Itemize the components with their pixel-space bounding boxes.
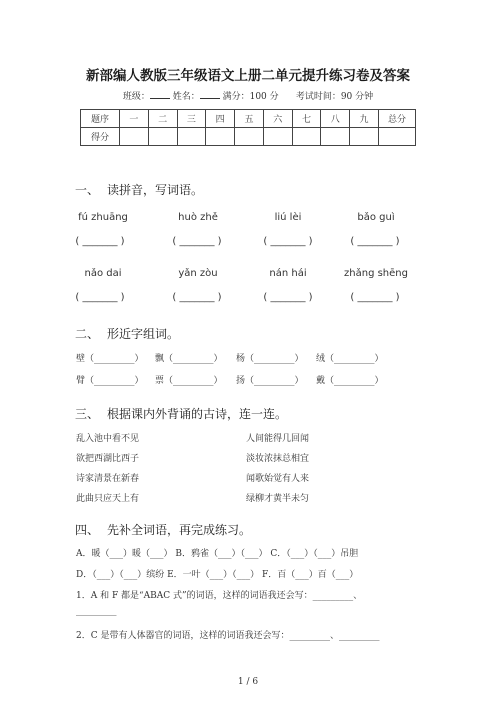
pinyin: nán hái: [269, 268, 307, 279]
page-title: 新部编人教版三年级语文上册二单元提升练习卷及答案: [86, 68, 410, 84]
score-table-score-row: [81, 128, 416, 146]
answer-blank[interactable]: ( _______ ): [350, 292, 400, 303]
table-cell: 三: [177, 110, 206, 128]
table-cell: 总分: [379, 110, 416, 128]
score-cell[interactable]: [379, 128, 416, 146]
section-title: 读拼音，写词语。: [107, 183, 204, 197]
exam-info-line: [0, 89, 496, 102]
answer-blank[interactable]: ( _______ ): [350, 236, 400, 247]
pinyin: liú lèi: [274, 212, 302, 223]
table-cell: 七: [292, 110, 321, 128]
section-3-heading: [75, 405, 287, 422]
score-table-header-row: [81, 110, 416, 128]
exam-time: 考试时间：90 分钟: [295, 92, 374, 102]
question-2[interactable]: 2．C 是带有人体器官的词语，这样的词语我还会写：_________、_________: [76, 631, 380, 641]
section-2-heading: [75, 325, 179, 342]
section-title: 根据课内外背诵的古诗，连一连。: [107, 407, 288, 421]
score-cell[interactable]: [177, 128, 206, 146]
table-cell: 六: [263, 110, 292, 128]
poem-line-left[interactable]: 此曲只应天上有: [76, 494, 140, 504]
score-cell[interactable]: [321, 128, 350, 146]
poem-line-left[interactable]: 乱入池中看不见: [76, 434, 140, 444]
word-item[interactable]: 扬（_________）: [236, 376, 304, 386]
section-number: 四、: [75, 523, 100, 537]
poem-line-right[interactable]: 人间能得几回闻: [246, 434, 310, 444]
word-item[interactable]: 票（_________）: [155, 376, 223, 386]
table-cell: 一: [120, 110, 149, 128]
name-blank: [200, 89, 220, 99]
poem-line-left[interactable]: 欲把西湖比西子: [76, 454, 140, 464]
poem-line-right[interactable]: 绿柳才黄半未匀: [246, 494, 310, 504]
score-cell[interactable]: [292, 128, 321, 146]
word-item[interactable]: 飘（_________）: [155, 354, 223, 364]
section-number: 一、: [75, 183, 100, 197]
question-1-continued[interactable]: _________: [76, 606, 117, 616]
table-cell: 题序: [81, 110, 120, 128]
table-cell: 九: [350, 110, 379, 128]
poem-line-right[interactable]: 闻歌始觉有人来: [246, 474, 310, 484]
section-1-heading: [75, 181, 203, 198]
score-cell[interactable]: [263, 128, 292, 146]
table-cell: 得分: [81, 128, 120, 146]
question-1[interactable]: 1．A 和 F 都是“ABAC 式”的词语，这样的词语我还会写：_________、: [76, 591, 363, 601]
page-number: 1 / 6: [237, 677, 259, 687]
table-cell: 五: [235, 110, 264, 128]
full-score: 满分：100 分: [222, 92, 279, 102]
score-cell[interactable]: [148, 128, 177, 146]
fill-idiom-line[interactable]: D．（___）（___）缤纷 E．一叶（___）（___） F．百（___）百（___）: [76, 570, 359, 580]
answer-blank[interactable]: ( _______ ): [172, 236, 222, 247]
score-cell[interactable]: [120, 128, 149, 146]
word-item[interactable]: 戴（_________）: [316, 376, 384, 386]
answer-blank[interactable]: ( _______ ): [263, 236, 313, 247]
section-title: 形近字组词。: [107, 327, 180, 341]
score-table: [80, 109, 416, 146]
answer-blank[interactable]: ( _______ ): [75, 292, 125, 303]
section-number: 二、: [75, 327, 100, 341]
table-cell: 四: [206, 110, 235, 128]
pinyin: yǎn zòu: [178, 268, 218, 279]
answer-blank[interactable]: ( _______ ): [263, 292, 313, 303]
answer-blank[interactable]: ( _______ ): [75, 236, 125, 247]
pinyin: nǎo dai: [84, 268, 122, 279]
score-cell[interactable]: [235, 128, 264, 146]
poem-line-left[interactable]: 诗家清景在新春: [76, 474, 140, 484]
name-label: 姓名：: [172, 92, 200, 102]
class-label: 班级：: [122, 92, 150, 102]
table-cell: 八: [321, 110, 350, 128]
word-item[interactable]: 臂（_________）: [76, 376, 144, 386]
fill-idiom-line[interactable]: A．暖（___）暖（___） B．鸦雀（___）（___） C．（___）（___）吊胆: [76, 549, 359, 559]
class-blank: [150, 89, 170, 99]
section-4-heading: [75, 521, 251, 538]
pinyin: huò zhě: [178, 212, 218, 223]
pinyin: fú zhuāng: [78, 212, 128, 223]
poem-line-right[interactable]: 淡妆浓抹总相宜: [246, 454, 310, 464]
section-title: 先补全词语，再完成练习。: [107, 523, 252, 537]
word-item[interactable]: 绒（_________）: [316, 354, 384, 364]
pinyin: zhǎng shēng: [344, 268, 408, 279]
score-cell[interactable]: [350, 128, 379, 146]
score-cell[interactable]: [206, 128, 235, 146]
answer-blank[interactable]: ( _______ ): [172, 292, 222, 303]
section-number: 三、: [75, 407, 100, 421]
word-item[interactable]: 壁（_________）: [76, 354, 144, 364]
pinyin: bǎo guì: [357, 212, 395, 223]
word-item[interactable]: 杨（_________）: [236, 354, 304, 364]
table-cell: 二: [148, 110, 177, 128]
